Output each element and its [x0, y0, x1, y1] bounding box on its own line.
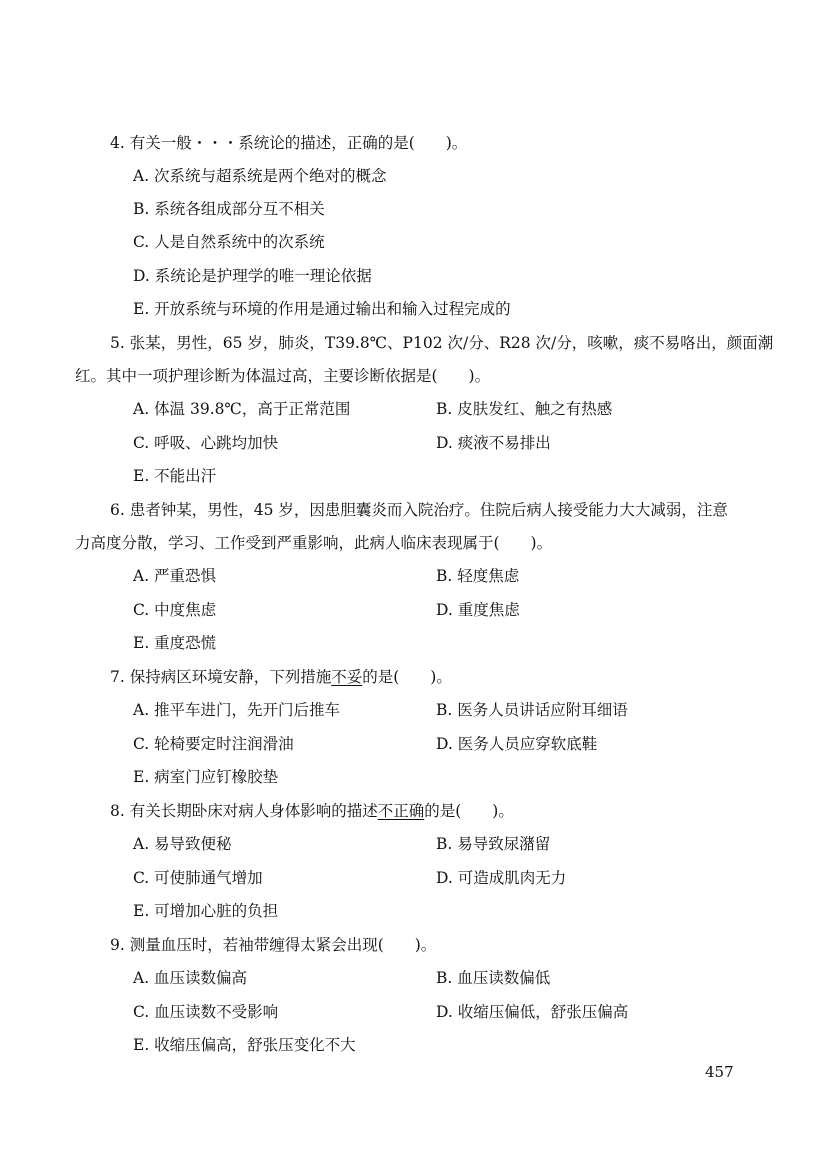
- q6-option-c: C. 中度焦虑: [133, 601, 217, 619]
- q5-option-b: B. 皮肤发红、触之有热感: [436, 400, 613, 418]
- q8-option-c: C. 可使肺通气增加: [133, 869, 263, 887]
- q5-stem-line2: 红。其中一项护理诊断为体温过高，主要诊断依据是( )。: [75, 367, 491, 385]
- q4-stem: 4. 有关一般・・・系统论的描述，正确的是( )。: [110, 134, 468, 152]
- q5-option-e: E. 不能出汗: [133, 467, 217, 485]
- q7-stem: [110, 666, 452, 688]
- q5-option-a: A. 体温 39.8℃，高于正常范围: [133, 400, 351, 418]
- q7-option-e: E. 病室门应钉橡胶垫: [133, 768, 279, 786]
- q7-option-c: C. 轮椅要定时注润滑油: [133, 735, 294, 753]
- q5-stem-line1: 5. 张某，男性，65 岁，肺炎，T39.8℃、P102 次/分、R28 次/分，咳嗽，痰不易咯出，颜面潮: [110, 334, 774, 352]
- q9-option-d: D. 收缩压偏低，舒张压偏高: [436, 1003, 629, 1021]
- q9-option-a: A. 血压读数偏高: [133, 969, 248, 987]
- q7-stem-underlined: 不妥: [331, 668, 363, 686]
- q7-option-b: B. 医务人员讲话应附耳细语: [436, 701, 628, 719]
- q5-option-d: D. 痰液不易排出: [436, 434, 551, 452]
- q8-option-d: D. 可造成肌肉无力: [436, 869, 567, 887]
- q8-option-e: E. 可增加心脏的负担: [133, 902, 279, 920]
- q4-option-c: C. 人是自然系统中的次系统: [133, 233, 325, 251]
- q6-option-e: E. 重度恐慌: [133, 634, 217, 652]
- q9-option-b: B. 血压读数偏低: [436, 969, 551, 987]
- q6-stem-line1: 6. 患者钟某，男性，45 岁，因患胆囊炎而入院治疗。住院后病人接受能力大大减弱，注意: [110, 501, 728, 519]
- q7-option-a: A. 推平车进门，先开门后推车: [133, 701, 341, 719]
- q6-option-b: B. 轻度焦虑: [436, 567, 520, 585]
- q4-option-d: D. 系统论是护理学的唯一理论依据: [133, 267, 372, 285]
- q7-stem-pre: 7. 保持病区环境安静，下列措施: [110, 668, 332, 686]
- q9-option-c: C. 血压读数不受影响: [133, 1003, 279, 1021]
- q7-option-d: D. 医务人员应穿软底鞋: [436, 735, 598, 753]
- q4-option-a: A. 次系统与超系统是两个绝对的概念: [133, 167, 387, 185]
- q6-option-a: A. 严重恐惧: [133, 567, 217, 585]
- q8-stem-post: 的是( )。: [424, 802, 514, 820]
- q8-stem-underlined: 不正确: [377, 802, 425, 820]
- q9-stem: 9. 测量血压时，若袖带缠得太紧会出现( )。: [110, 936, 437, 954]
- q5-option-c: C. 呼吸、心跳均加快: [133, 434, 279, 452]
- q4-option-e: E. 开放系统与环境的作用是通过输出和输入过程完成的: [133, 300, 511, 318]
- q6-option-d: D. 重度焦虑: [436, 601, 520, 619]
- q6-stem-line2: 力高度分散，学习、工作受到严重影响，此病人临床表现属于( )。: [75, 534, 553, 552]
- q8-option-b: B. 易导致尿潴留: [436, 835, 551, 853]
- q9-option-e: E. 收缩压偏高，舒张压变化不大: [133, 1036, 356, 1054]
- q8-option-a: A. 易导致便秘: [133, 835, 232, 853]
- q8-stem-pre: 8. 有关长期卧床对病人身体影响的描述: [110, 802, 378, 820]
- q8-stem: [110, 800, 514, 822]
- page-number: 457: [705, 1063, 734, 1081]
- q7-stem-post: 的是( )。: [362, 668, 452, 686]
- q4-option-b: B. 系统各组成部分互不相关: [133, 200, 325, 218]
